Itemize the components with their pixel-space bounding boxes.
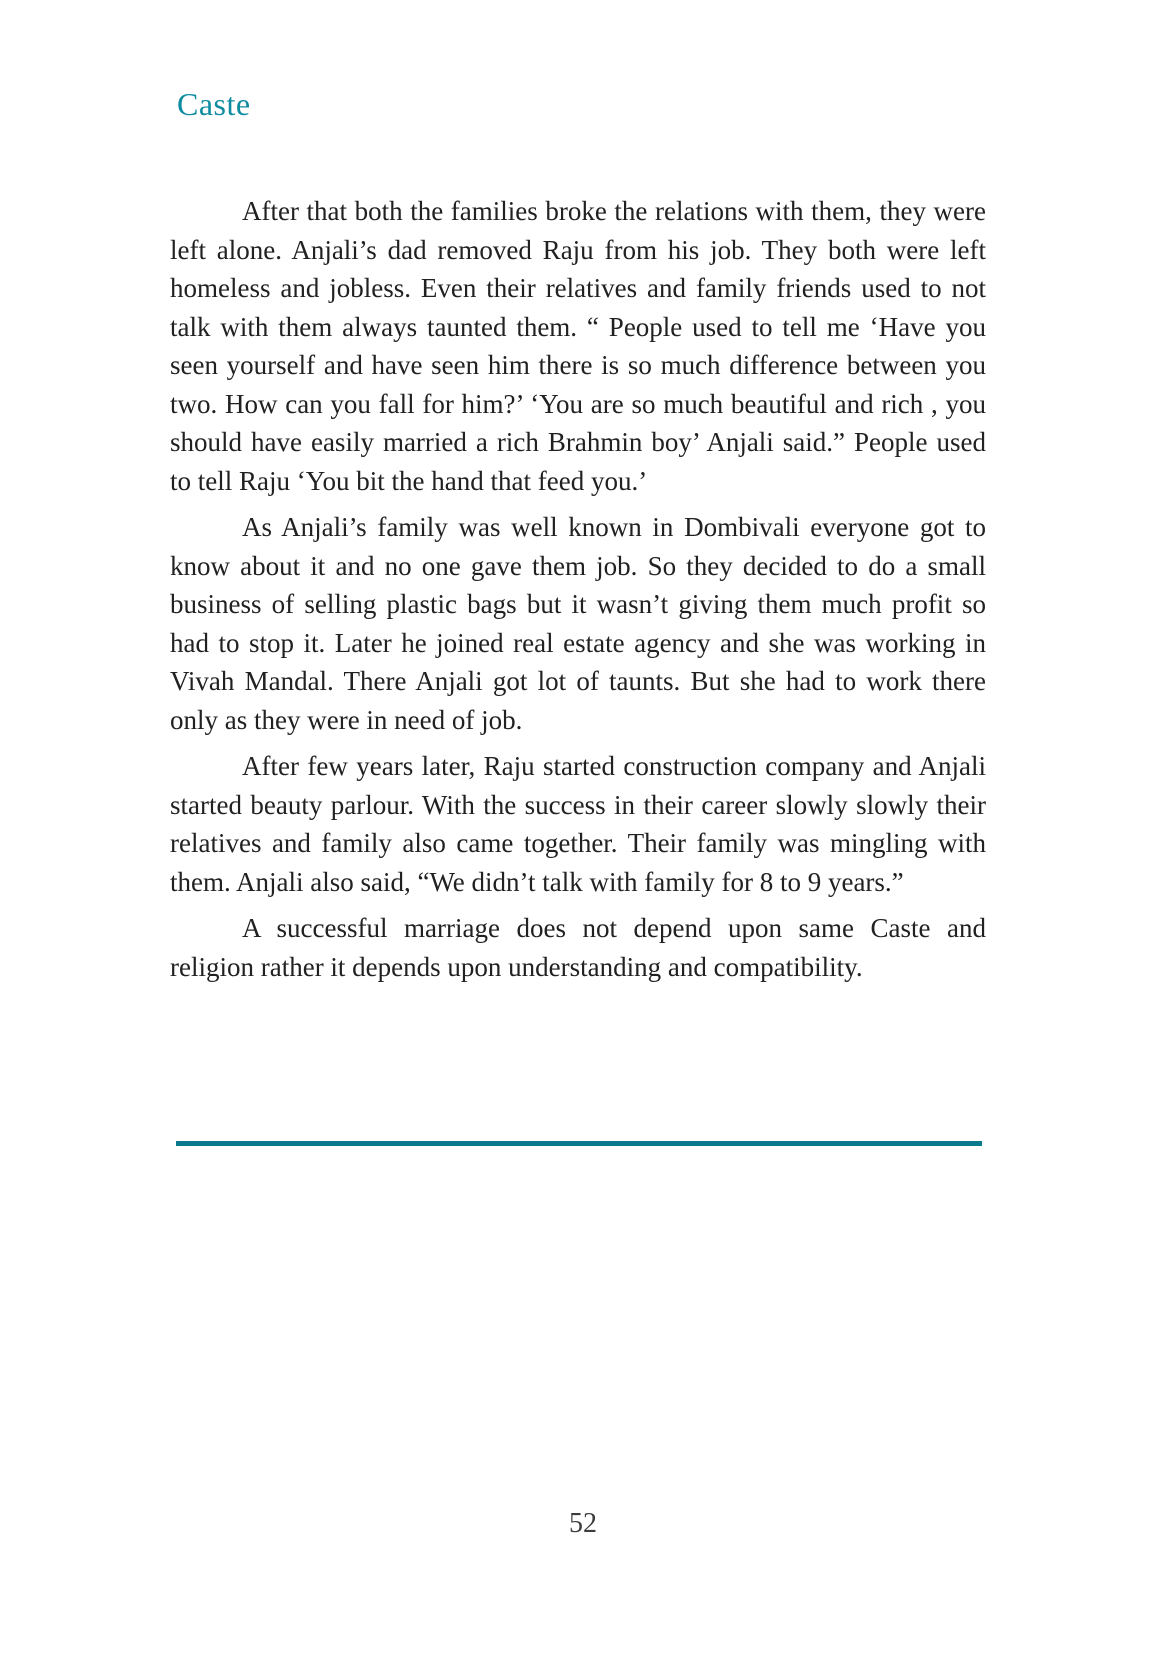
section-divider-rule [176,1141,982,1146]
paragraph-3: After few years later, Raju started construction company and Anjali started beauty parlour. With the success in their career slowly slowly their relatives and family also came together. Their family was mingling with them. Anjali also said, “We didn’t talk with family for 8 to 9 years.” [170,751,986,897]
paragraph-1: After that both the families broke the relations with them, they were left alone. Anjali’s dad removed Raju from his job. They both were left homeless and jobless. Even their relatives and family friends used to not talk with them always taunted them. “ People used to tell me ‘Have you seen yourself and have seen him there is so much difference between you two. How can you fall for him?’ ‘You are so much beautiful and rich , you should have easily married a rich Brahmin boy’ Anjali said.” People used to tell Raju ‘You bit the hand that feed you.’ [170,196,986,496]
chapter-title: Caste [177,86,251,122]
paragraph-4: A successful marriage does not depend upon same Caste and religion rather it depends upon understanding and compatibility. [170,913,986,982]
page-body [170,192,986,994]
page-number: 52 [569,1508,597,1539]
paragraph-2: As Anjali’s family was well known in Dombivali everyone got to know about it and no one gave them job. So they decided to do a small business of selling plastic bags but it wasn’t giving them much profit so had to stop it. Later he joined real estate agency and she was working in Vivah Mandal. There Anjali got lot of taunts. But she had to work there only as they were in need of job. [170,512,986,735]
